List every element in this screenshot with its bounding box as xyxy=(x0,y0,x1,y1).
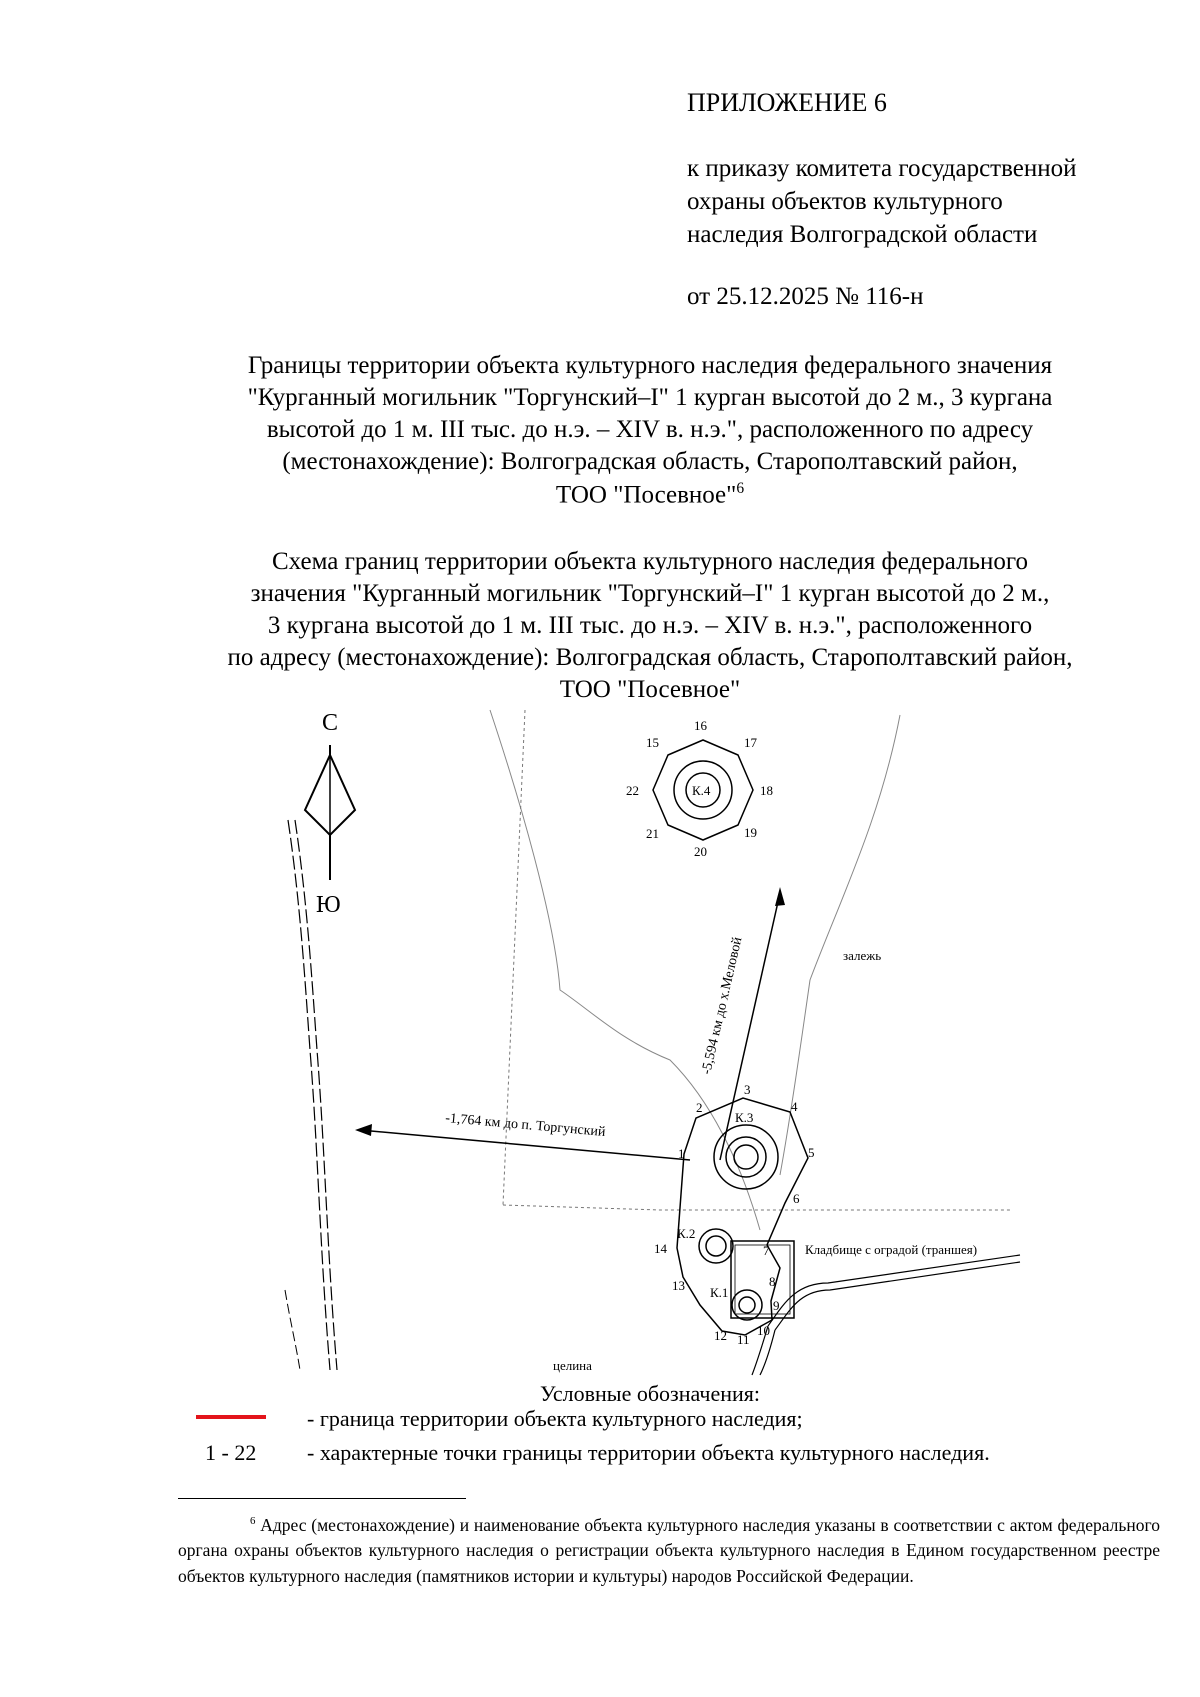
field-dashed-horizontal xyxy=(503,1205,1010,1210)
scheme-title-line-5: ТОО "Посевное" xyxy=(559,676,741,703)
boundary-point-7: 7 xyxy=(763,1243,770,1258)
boundary-point-21: 21 xyxy=(646,826,659,841)
boundary-point-4: 4 xyxy=(791,1099,798,1114)
boundary-point-6: 6 xyxy=(793,1191,800,1206)
footnote-rule xyxy=(178,1498,466,1499)
boundary-point-2: 2 xyxy=(696,1100,703,1115)
boundary-point-19: 19 xyxy=(744,825,757,840)
boundary-point-14: 14 xyxy=(654,1241,667,1256)
boundary-point-20: 20 xyxy=(694,844,707,859)
distance-torgunskiy-label: -1,764 км до п. Торгунский xyxy=(444,1111,607,1140)
cemetery-label: Кладбище с оградой (траншея) xyxy=(805,1242,978,1257)
boundary-point-10: 10 xyxy=(757,1323,770,1338)
scheme-title-line-1: Схема границ территории объекта культурного наследия федерального xyxy=(271,548,1029,575)
boundary-point-5: 5 xyxy=(808,1145,815,1160)
heading-line-3: высотой до 1 м. III тыс. до н.э. – XIV в. н.э.", расположенного по адресу xyxy=(266,416,1034,443)
order-line-2: охраны объектов культурного xyxy=(687,188,1003,215)
compass-south-label: Ю xyxy=(316,892,341,918)
heading-line-1: Границы территории объекта культурного наследия федерального значения xyxy=(247,352,1053,379)
legend-points-text: - характерные точки границы территории объекта культурного наследия. xyxy=(307,1440,990,1465)
kurgan-k3-label: К.3 xyxy=(735,1110,754,1125)
legend-points-label: 1 - 22 xyxy=(205,1440,257,1465)
kurgan-k1-inner xyxy=(739,1297,755,1313)
heading-line-2: "Курганный могильник "Торгунский–I" 1 курган высотой до 2 м., 3 кургана xyxy=(247,384,1053,411)
arrow-meloviy-head xyxy=(775,887,785,906)
boundary-point-17: 17 xyxy=(744,735,757,750)
arrow-torgunskiy-head xyxy=(355,1124,372,1136)
compass-icon xyxy=(305,745,355,880)
heading-line-5-text: ТОО "Посевное" xyxy=(555,481,737,509)
tselina-label: целина xyxy=(553,1358,592,1373)
boundary-point-12: 12 xyxy=(714,1328,727,1343)
cemetery-road-2 xyxy=(768,1255,1020,1326)
boundary-point-13: 13 xyxy=(672,1278,685,1293)
footnote xyxy=(178,1509,1160,1589)
footnote-text: Адрес (местонахождение) и наименование объекта культурного наследия указаны в соответствии с актом федерального органа охраны объектов культурного наследия о регистрации объекта культурного наследия в Едином государственном реестре объектов культурного наследия (памятников истории и культуры) народов Российской Федерации. xyxy=(178,1514,1160,1586)
zalezh-label: залежь xyxy=(843,948,882,963)
kurgan-k2-inner xyxy=(706,1236,726,1256)
kurgan-k4-label: К.4 xyxy=(692,783,711,798)
boundary-point-8: 8 xyxy=(769,1274,776,1289)
boundary-point-11: 11 xyxy=(737,1332,750,1347)
boundary-point-1: 1 xyxy=(678,1146,685,1161)
kurgan-k1-outer xyxy=(732,1290,762,1320)
scheme-title-line-2: значения "Курганный могильник "Торгунский–I" 1 курган высотой до 2 м., xyxy=(250,580,1050,607)
kurgan-k3-inner xyxy=(734,1145,758,1169)
kurgan-k1-label: К.1 xyxy=(710,1285,729,1300)
scheme-title-line-3: 3 кургана высотой до 1 м. III тыс. до н.э. – XIV в. н.э.", расположенного xyxy=(267,612,1033,639)
field-line-right xyxy=(780,715,900,1175)
arrow-torgunskiy xyxy=(360,1130,690,1160)
heading-line-4: (местонахождение): Волгоградская область, Старополтавский район, xyxy=(282,448,1018,475)
kurgan-k3-outer xyxy=(714,1125,778,1189)
appendix-title: ПРИЛОЖЕНИЕ 6 xyxy=(687,88,887,117)
legend-title: Условные обозначения: xyxy=(539,1381,761,1406)
order-date: от 25.12.2025 № 116-н xyxy=(687,283,924,310)
compass-north-label: С xyxy=(322,710,339,736)
kurgan-k2-outer xyxy=(699,1229,733,1263)
boundary-point-16: 16 xyxy=(694,718,707,733)
legend-boundary-text: - граница территории объекта культурного наследия; xyxy=(307,1406,803,1431)
legend-boundary-swatch xyxy=(196,1415,266,1419)
order-line-3: наследия Волгоградской области xyxy=(687,221,1038,248)
cemetery-road xyxy=(775,1262,1020,1330)
kurgan-k3-mid xyxy=(726,1137,766,1177)
boundary-point-3: 3 xyxy=(744,1082,751,1097)
heading-footnote-marker: 6 xyxy=(736,480,745,497)
road-left-line xyxy=(285,1290,300,1370)
kurgan-k2-label: К.2 xyxy=(677,1226,696,1241)
footnote-marker: 6 xyxy=(250,1515,256,1527)
distance-meloviy-label: -5,594 км до х.Меловой xyxy=(699,935,746,1076)
scheme-title-line-4: по адресу (местонахождение): Волгоградская область, Старополтавский район, xyxy=(227,644,1073,671)
order-line-1: к приказу комитета государственной xyxy=(687,155,1077,182)
boundary-point-15: 15 xyxy=(646,735,659,750)
boundary-point-18: 18 xyxy=(760,783,773,798)
boundary-point-22: 22 xyxy=(626,783,639,798)
boundary-point-9: 9 xyxy=(773,1298,780,1313)
